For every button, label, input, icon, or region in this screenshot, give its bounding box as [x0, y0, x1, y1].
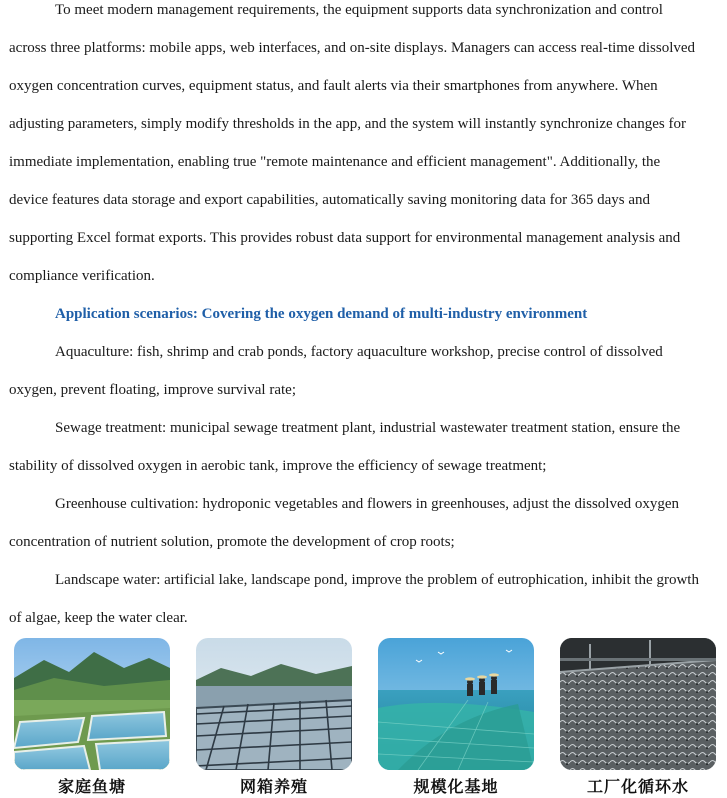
scenario-line: Landscape water: artificial lake, landscape pond, improve the problem of eutrophication, inhibit the growth — [55, 572, 699, 588]
image-gallery — [0, 638, 727, 798]
gallery-caption: 网箱养殖 — [239, 777, 308, 796]
scenario-line: Greenhouse cultivation: hydroponic vegetables and flowers in greenhouses, adjust the dissolved oxygen — [55, 496, 680, 512]
intro-line: To meet modern management requirements, the equipment supports data synchronization and control — [55, 2, 663, 18]
gallery-card — [560, 638, 716, 797]
scenario-aquaculture — [9, 333, 725, 409]
intro-line: supporting Excel format exports. This provides robust data support for environmental management analysis and — [9, 230, 681, 246]
gallery-caption: 规模化基地 — [413, 777, 499, 796]
scenario-line: stability of dissolved oxygen in aerobic tank, improve the efficiency of sewage treatment; — [9, 458, 547, 474]
cage-culture-image — [196, 638, 352, 770]
scenario-line: oxygen, prevent floating, improve survival rate; — [9, 382, 296, 398]
scenario-line: concentration of nutrient solution, promote the development of crop roots; — [9, 534, 455, 550]
gallery-card — [378, 638, 534, 797]
scenario-line: Aquaculture: fish, shrimp and crab ponds, factory aquaculture workshop, precise control of dissolved — [55, 344, 663, 360]
section-heading: Application scenarios: Covering the oxygen demand of multi-industry environment — [55, 306, 588, 322]
intro-paragraph — [9, 0, 725, 295]
intro-line: across three platforms: mobile apps, web interfaces, and on-site displays. Managers can access real-time dissolved — [9, 40, 696, 56]
intro-line: immediate implementation, enabling true "remote maintenance and efficient management". Additionally, the — [9, 154, 661, 170]
gallery-card — [196, 638, 352, 797]
fish-pond-image — [14, 638, 170, 770]
scale-base-image — [378, 638, 534, 770]
scenario-line: of algae, keep the water clear. — [9, 610, 188, 626]
intro-line: adjusting parameters, simply modify thresholds in the app, and the system will instantly synchronize changes for — [9, 116, 686, 132]
intro-line: device features data storage and export capabilities, automatically saving monitoring data for 365 days and — [9, 192, 651, 208]
scenario-sewage — [9, 409, 725, 485]
intro-line: oxygen concentration curves, equipment status, and fault alerts via their smartphones from anywhere. When — [9, 78, 658, 94]
gallery-card — [14, 638, 170, 797]
factory-recirculating-image — [560, 638, 716, 770]
gallery-caption: 家庭鱼塘 — [57, 777, 126, 796]
scenario-line: Sewage treatment: municipal sewage treatment plant, industrial wastewater treatment station, ensure the — [55, 420, 681, 436]
gallery-caption: 工厂化循环水 — [586, 777, 689, 796]
scenario-landscape — [9, 561, 725, 637]
intro-line: compliance verification. — [9, 268, 155, 284]
scenario-greenhouse — [9, 485, 725, 561]
